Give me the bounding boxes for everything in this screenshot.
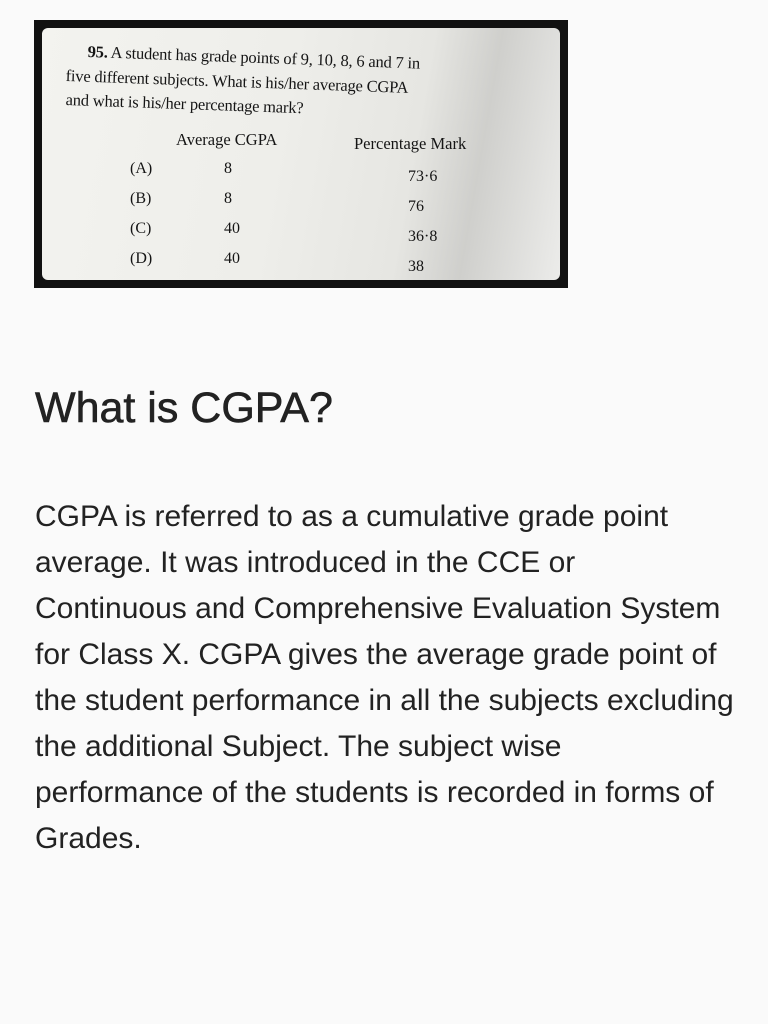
header-average-cgpa: Average CGPA bbox=[176, 130, 278, 149]
question-line-2: five different subjects. What is his/her average CGPA bbox=[65, 66, 409, 97]
option-d-cgpa: 40 bbox=[224, 250, 240, 267]
option-b-percentage: 76 bbox=[408, 198, 424, 215]
question-number: 95. bbox=[87, 42, 109, 62]
option-c-label: (C) bbox=[130, 220, 152, 237]
header-percentage-mark: Percentage Mark bbox=[354, 134, 467, 153]
option-b-cgpa: 8 bbox=[224, 190, 232, 207]
question-photo-content bbox=[42, 28, 560, 280]
option-d-percentage: 38 bbox=[408, 258, 424, 275]
option-a-label: (A) bbox=[130, 160, 153, 177]
option-c-percentage: 36·8 bbox=[408, 228, 438, 245]
article-paragraph: CGPA is referred to as a cumulative grade point average. It was introduced in the CCE or Continuous and Comprehensive Evaluation System for Class X. CGPA gives the average grade point of the student performance in all the subjects excluding the additional Subject. The subject wise performance of the students is recorded in forms of Grades. bbox=[35, 500, 734, 855]
option-a-cgpa: 8 bbox=[224, 160, 232, 177]
question-line-3: and what is his/her percentage mark? bbox=[65, 90, 304, 118]
question-text-1: A student has grade points of 9, 10, 8, 6 and 7 in bbox=[110, 42, 421, 73]
option-d-label: (D) bbox=[130, 250, 153, 267]
question-photo bbox=[34, 20, 568, 288]
option-c-cgpa: 40 bbox=[224, 220, 240, 237]
option-a-percentage: 73·6 bbox=[408, 168, 438, 185]
article-heading: What is CGPA? bbox=[35, 384, 333, 432]
option-b-label: (B) bbox=[130, 190, 152, 207]
